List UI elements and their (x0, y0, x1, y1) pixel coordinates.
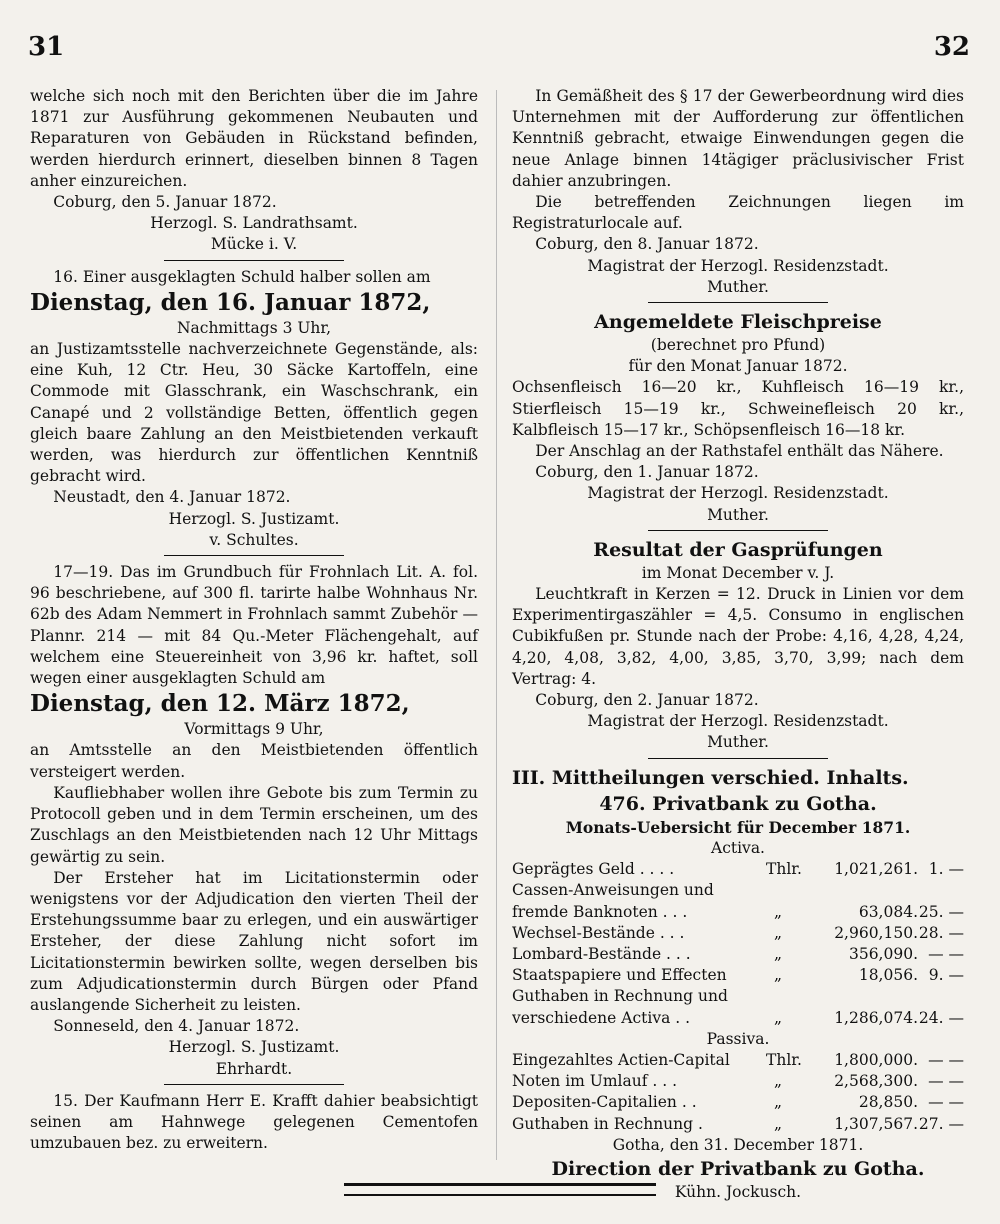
passiva-table (512, 1050, 964, 1135)
meat-prices-title: Angemeldete Fleischpreise (594, 311, 882, 334)
notice-paragraph: Die betreffenden Zeichnungen liegen im Registraturlocale auf. (512, 193, 964, 233)
notice-signature: Muther. (707, 505, 769, 524)
separator-rule (648, 302, 829, 303)
notice-date: Coburg, den 2. Januar 1872. (535, 691, 759, 710)
notice-paragraph: an Amtsstelle an den Meistbietenden öffentlich versteigert werden. (30, 741, 478, 781)
balance-fraction: — — (928, 1050, 964, 1069)
bank-direction: Direction der Privatbank zu Gotha. (551, 1157, 925, 1180)
separator-rule (648, 758, 829, 759)
separator-rule (164, 555, 343, 556)
auction-date-heading: Dienstag, den 12. März 1872, (30, 690, 410, 718)
gas-test-paragraph: Leuchtkraft in Kerzen = 12. Druck in Linien vor dem Experimentirgaszähler = 4,5. Consumo in englischen Cubikfußen pr. Stunde nach der Probe: 4,16, 4,28, 4,24, 4,20, 4,08, 3,82, 4,00, 3,85, 3,70, 3,99; nach dem Vertrag: 4. (512, 585, 964, 688)
bank-date: Gotha, den 31. December 1871. (612, 1135, 864, 1154)
balance-fraction: 28. — (918, 923, 964, 942)
balance-row (512, 1050, 964, 1071)
balance-currency: Thlr. (766, 1050, 802, 1069)
balance-fraction: 9. — (928, 966, 964, 985)
balance-fraction: — — (928, 1093, 964, 1112)
balance-currency: „ (773, 1008, 783, 1027)
bottom-double-rule (344, 1183, 656, 1196)
balance-fraction: 24. — (918, 1008, 964, 1027)
balance-row (512, 944, 964, 965)
balance-row (512, 1114, 964, 1135)
balance-row (512, 986, 964, 1007)
notice-signature: Ehrhardt. (215, 1059, 293, 1078)
notice-paragraph: 17—19. Das im Grundbuch für Frohnlach Lit. A. fol. 96 beschriebene, auf 300 fl. tarirte halbe Wohnhaus Nr. 62b des Adam Nemmert in Frohnlach sammt Zubehör — Plannr. 214 — mit 84 Qu.-Meter Flächengehalt, auf welchem eine Steuereinheit von 3,96 kr. haftet, soll wegen einer ausgeklagten Schuld am (30, 563, 478, 688)
section-heading: III. Mittheilungen verschied. Inhalts. (512, 766, 909, 789)
meat-prices-subtitle: (berechnet pro Pfund) (650, 336, 826, 355)
balance-label: Noten im Umlauf . . . (512, 1072, 678, 1091)
auction-date-heading: Dienstag, den 16. Januar 1872, (30, 288, 431, 316)
notice-signature: Muther. (707, 733, 769, 752)
balance-currency: „ (773, 1093, 783, 1112)
separator-rule (648, 530, 829, 531)
balance-label: verschiedene Activa . . (512, 1008, 691, 1027)
balance-fraction: 1. — (928, 860, 964, 879)
balance-fraction: 27. — (918, 1114, 964, 1133)
separator-rule (164, 1084, 343, 1085)
balance-row (512, 1071, 964, 1092)
notice-paragraph: Kaufliebhaber wollen ihre Gebote bis zum Termin zu Protocoll geben und in dem Termin erscheinen, um des Zuschlags an den Meistbietenden nach 12 Uhr Mittags gewärtig zu sein. (30, 783, 478, 866)
notice-signature: Muther. (707, 277, 769, 296)
meat-prices-list: Ochsenfleisch 16—20 kr., Kuhfleisch 16—19 kr., Stierfleisch 15—19 kr., Schweinefleisch 20 kr., Kalbfleisch 15—17 kr., Schöpsenfleisch 16—18 kr. (512, 378, 964, 439)
balance-label: Wechsel-Bestände . . . (512, 923, 685, 942)
notice-date: Sonneseld, den 4. Januar 1872. (53, 1017, 300, 1036)
balance-amount: 1,800,000. (834, 1050, 918, 1069)
balance-label: Depositen-Capitalien . . (512, 1093, 697, 1112)
balance-row (512, 923, 964, 944)
bank-subtitle: Monats-Uebersicht für December 1871. (565, 817, 911, 837)
notice-authority: Magistrat der Herzogl. Residenzstadt. (587, 256, 889, 275)
activa-label: Activa. (711, 838, 765, 857)
bank-title (512, 791, 964, 817)
balance-currency: „ (773, 1114, 783, 1133)
notice-signature: v. Schultes. (209, 530, 299, 549)
notice-paragraph: Der Ersteher hat im Licitationstermin oder wenigstens vor der Adjudication den vierten Theil der Erstehungssumme baar zu erlegen, und ein auswärtiger Ersteher, der diese Zahlung nicht sofort im Licitationstermin bewirken sollte, wegen derselben bis zum Adjudicationstermin durch Bürgen oder Pfand auslangende Sicherheit zu leisten. (30, 868, 478, 1014)
balance-currency: „ (773, 923, 783, 942)
balance-fraction: — — (928, 1072, 964, 1091)
balance-label: Staatspapiere und Effecten (512, 966, 727, 985)
balance-currency: „ (773, 966, 783, 985)
balance-row (512, 1092, 964, 1113)
bank-notice-number: 476. (599, 792, 646, 815)
balance-label: fremde Banknoten . . . (512, 902, 688, 921)
notice-date: Coburg, den 5. Januar 1872. (53, 193, 277, 212)
separator-rule (164, 260, 343, 261)
balance-label: Cassen-Anweisungen und (512, 881, 714, 900)
balance-amount: 1,021,261. (834, 860, 918, 879)
balance-row (512, 880, 964, 901)
notice-date: Neustadt, den 4. Januar 1872. (53, 488, 291, 507)
balance-label: Eingezahltes Actien-Capital (512, 1050, 730, 1069)
notice-authority: Herzogl. S. Justizamt. (168, 1038, 340, 1057)
bank-name: Privatbank zu Gotha. (652, 792, 877, 815)
right-column (512, 86, 964, 1203)
passiva-label: Passiva. (706, 1029, 770, 1048)
notice-authority: Herzogl. S. Landrathsamt. (150, 214, 358, 233)
notice-paragraph: Der Anschlag an der Rathstafel enthält das Nähere. (535, 442, 944, 461)
page-number-left: 31 (28, 32, 65, 62)
auction-time: Nachmittags 3 Uhr, (176, 318, 332, 337)
balance-amount: 2,568,300. (834, 1072, 918, 1091)
balance-fraction: — — (928, 944, 964, 963)
balance-row (512, 902, 964, 923)
balance-currency: „ (773, 902, 783, 921)
balance-currency: Thlr. (766, 860, 802, 879)
balance-amount: 2,960,150. (834, 923, 918, 942)
notice-paragraph: welche sich noch mit den Berichten über die im Jahre 1871 zur Ausführung gekommenen Neubauten und Reparaturen von Gebäuden in Rückstand befinden, werden hierdurch erinnert, dieselben binnen 8 Tagen anher einzureichen. (30, 87, 478, 190)
gas-test-subtitle: im Monat December v. J. (641, 563, 835, 582)
balance-row (512, 1008, 964, 1029)
page-number-right: 32 (933, 32, 970, 62)
balance-label: Lombard-Bestände . . . (512, 944, 691, 963)
notice-paragraph: an Justizamtsstelle nachverzeichnete Gegenstände, als: eine Kuh, 12 Ctr. Heu, 30 Säcke Kartoffeln, eine Commode mit Glasschrank, ein Waschschrank, ein Canapé und 2 vollständige Betten, öffentlich gegen gleich baare Zahlung an den Meistbietenden verkauft werden, was hierdurch zur öffentlichen Kenntniß gebracht wird. (30, 340, 478, 486)
meat-prices-month: für den Monat Januar 1872. (628, 357, 848, 376)
balance-amount: 28,850. (858, 1093, 918, 1112)
balance-currency: „ (773, 1072, 783, 1091)
balance-label: Guthaben in Rechnung . (512, 1114, 703, 1133)
balance-amount: 63,084. (858, 902, 918, 921)
gas-test-title: Resultat der Gasprüfungen (593, 538, 883, 561)
balance-amount: 1,307,567. (834, 1114, 918, 1133)
notice-date: Coburg, den 8. Januar 1872. (535, 235, 759, 254)
notice-paragraph: 15. Der Kaufmann Herr E. Krafft dahier beabsichtigt seinen am Hahnwege gelegenen Cementofen umzubauen bez. zu erweitern. (30, 1091, 478, 1153)
auction-time: Vormittags 9 Uhr, (184, 720, 324, 739)
balance-label: Geprägtes Geld . . . . (512, 860, 675, 879)
column-divider (496, 90, 497, 1160)
balance-amount: 356,090. (848, 944, 918, 963)
notice-authority: Magistrat der Herzogl. Residenzstadt. (587, 484, 889, 503)
balance-row (512, 965, 964, 986)
notice-signature: Mücke i. V. (210, 235, 298, 254)
notice-date: Coburg, den 1. Januar 1872. (535, 463, 759, 482)
activa-table (512, 859, 964, 1029)
balance-amount: 1,286,074. (834, 1008, 918, 1027)
balance-amount: 18,056. (858, 966, 918, 985)
notice-authority: Herzogl. S. Justizamt. (168, 509, 340, 528)
balance-fraction: 25. — (918, 902, 964, 921)
bank-signatures: Kühn. Jockusch. (674, 1182, 802, 1201)
balance-label: Guthaben in Rechnung und (512, 987, 728, 1006)
balance-currency: „ (773, 944, 783, 963)
left-column (30, 86, 478, 1154)
notice-authority: Magistrat der Herzogl. Residenzstadt. (587, 712, 889, 731)
notice-intro: 16. Einer ausgeklagten Schuld halber sollen am (53, 267, 431, 286)
balance-row (512, 859, 964, 880)
notice-paragraph: In Gemäßheit des § 17 der Gewerbeordnung wird dies Unternehmen mit der Aufforderung zur öffentlichen Kenntniß gebracht, etwaige Einwendungen gegen die neue Anlage binnen 14tägiger präclusivischer Frist dahier anzubringen. (512, 87, 964, 190)
